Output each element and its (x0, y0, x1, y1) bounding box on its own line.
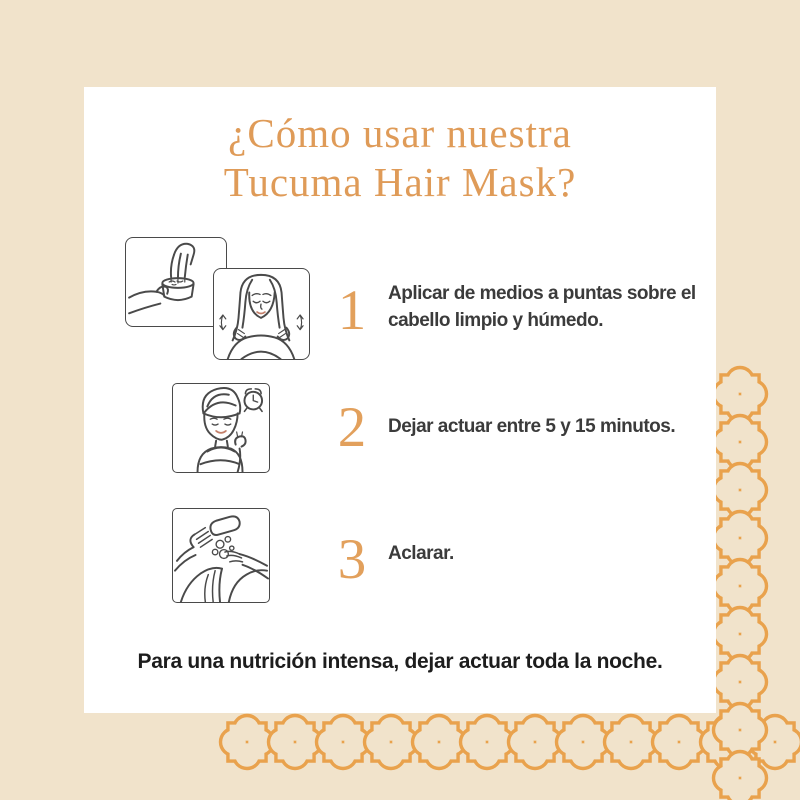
step-3-number: 3 (337, 528, 367, 591)
step-1-text-line-1: Aplicar de medios a puntas sobre el (388, 283, 696, 304)
apply-hair-linework (220, 275, 303, 359)
instruction-card (84, 87, 716, 713)
wait-clock-linework (198, 388, 263, 472)
title-line-2: Tucuma Hair Mask? (223, 159, 577, 205)
title-line-1: ¿Cómo usar nuestra (228, 110, 572, 156)
wait-clock-icon (173, 384, 269, 472)
jar-scoop-linework (129, 244, 194, 313)
jar-scoop-icon (126, 238, 226, 326)
page-title (84, 109, 716, 207)
apply-hair-icon (214, 269, 309, 359)
rinse-hair-icon (173, 509, 269, 602)
step-1-text (388, 280, 712, 334)
step-2-text-line-1: Dejar actuar entre 5 y 15 minutos. (388, 416, 676, 437)
step-1-text-line-2: cabello limpio y húmedo. (388, 310, 603, 331)
pattern-chain-vertical (715, 369, 765, 800)
scoop-product-from-jar-illustration (125, 237, 227, 327)
wait-with-alarm-clock-illustration (172, 383, 270, 473)
step-2-text (388, 413, 712, 440)
step-1-number: 1 (337, 279, 367, 342)
apply-mask-to-hair-illustration (213, 268, 310, 360)
step-2-number: 2 (337, 396, 367, 459)
step-3-text-line-1: Aclarar. (388, 543, 454, 564)
rinse-hair-linework (175, 516, 268, 602)
rinse-hair-illustration (172, 508, 270, 603)
step-3-text (388, 540, 712, 567)
footer-note: Para una nutrición intensa, dejar actuar toda la noche. (137, 650, 663, 673)
